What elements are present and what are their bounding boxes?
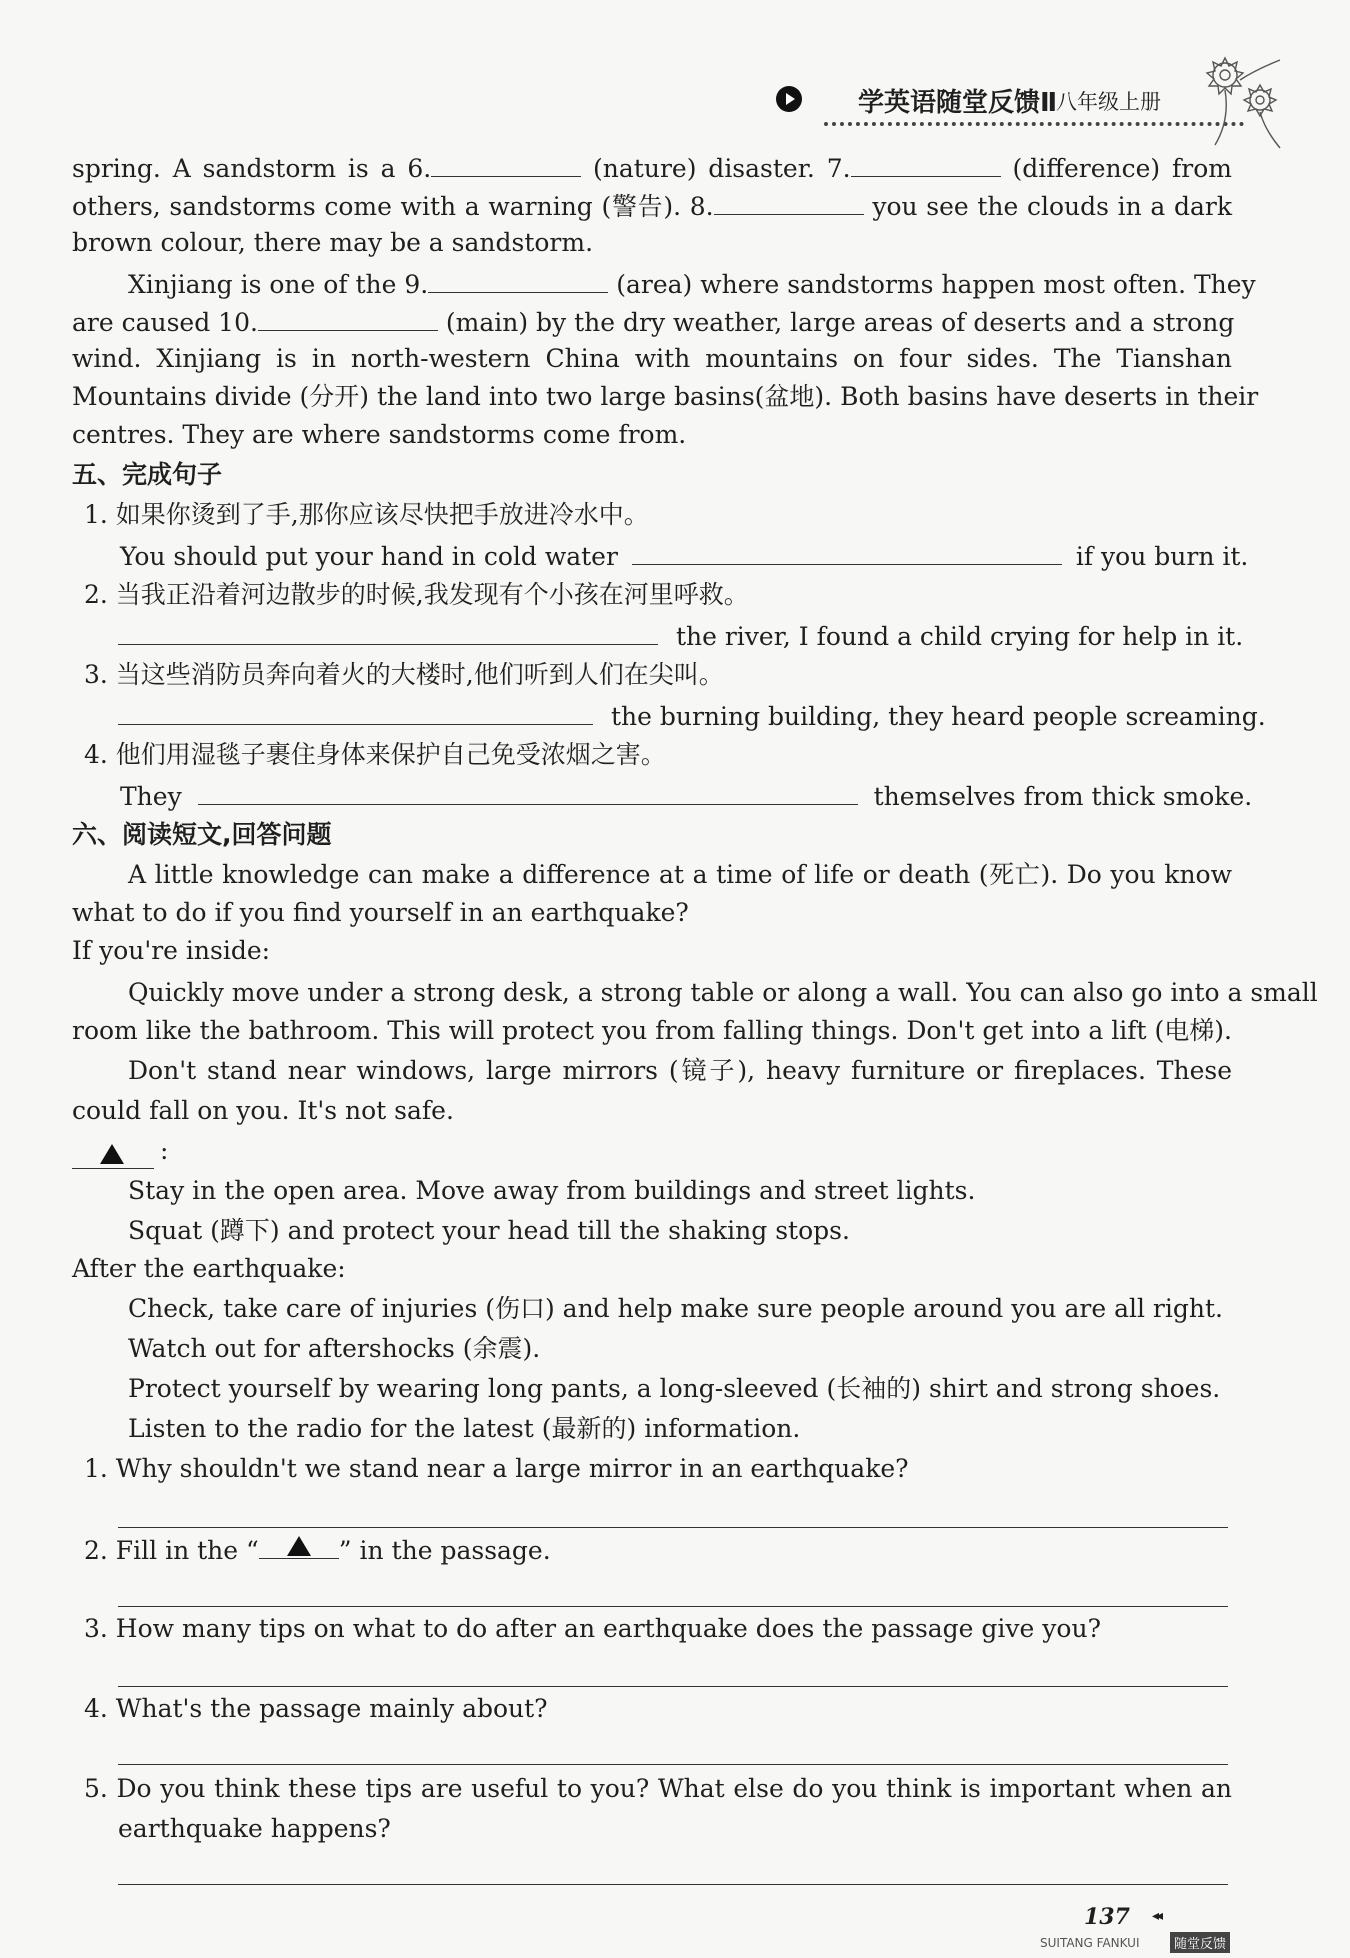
reading-question: 4. What's the passage mainly about? [84,1694,548,1723]
footer-badge: 随堂反馈 [1170,1932,1230,1953]
section-heading: 五、完成句子 [72,460,223,489]
header-grade: 八年级上册 [1056,90,1161,114]
answer-blank[interactable] [431,148,581,177]
answer-blank[interactable] [118,616,658,645]
answer-line[interactable] [118,1686,1228,1687]
header-dotted-rule [824,122,1244,126]
answer-line[interactable] [118,1606,1228,1607]
passage-line: brown colour, there may be a sandstorm. [72,228,594,257]
question-english: They themselves from thick smoke. [120,776,1230,816]
reading-line: After the earthquake: [72,1254,346,1283]
question-english: the burning building, they heard people screaming. [118,696,1228,736]
question-chinese: 1. 如果你烫到了手,那你应该尽快把手放进冷水中。 [84,500,649,529]
question-english: the river, I found a child crying for help in it. [118,616,1228,656]
triangle-blank [72,1140,154,1169]
triangle-icon [287,1536,311,1556]
passage-line: spring. A sandstorm is a 6. (nature) disaster. 7. (difference) from [72,148,1232,188]
page-arrows-icon: ◂◂ [1152,1908,1161,1924]
answer-blank[interactable] [118,696,593,725]
sunflower-decoration-icon [1185,40,1305,150]
reading-line: Check, take care of injuries (伤口) and help make sure people around you are all right. [128,1294,1223,1323]
passage-line: centres. They are where sandstorms come from. [72,420,687,449]
reading-question: 1. Why shouldn't we stand near a large mirror in an earthquake? [84,1454,909,1483]
question-english: You should put your hand in cold water if you burn it. [120,536,1220,576]
section-heading: 六、阅读短文,回答问题 [72,820,332,849]
answer-line[interactable] [118,1884,1228,1885]
passage-line: others, sandstorms come with a warning (警告). 8. you see the clouds in a dark [72,186,1232,226]
reading-question: 5. Do you think these tips are useful to you? What else do you think is important when an [84,1774,1232,1803]
answer-blank[interactable] [198,776,858,805]
passage-line: Mountains divide (分开) the land into two large basins(盆地). Both basins have deserts in their [72,382,1259,411]
answer-line[interactable] [118,1764,1228,1765]
reading-line: Watch out for aftershocks (余震). [128,1334,541,1363]
reading-line: Stay in the open area. Move away from buildings and street lights. [128,1176,976,1205]
reading-line: Quickly move under a strong desk, a strong table or along a wall. You can also go into a small [128,978,1318,1007]
triangle-icon [100,1144,124,1164]
answer-blank[interactable] [632,536,1062,565]
footer [1040,1904,1340,1956]
reading-line: Protect yourself by wearing long pants, a long-sleeved (长袖的) shirt and strong shoes. [128,1374,1221,1403]
reading-question: earthquake happens? [118,1814,391,1843]
answer-blank[interactable] [851,148,1001,177]
reading-question: 2. Fill in the “ ” in the passage. [84,1530,1244,1570]
reading-line: could fall on you. It's not safe. [72,1096,454,1125]
passage-line: Xinjiang is one of the 9. (area) where sandstorms happen most often. They [128,264,1232,304]
question-chinese: 4. 他们用湿毯子裹住身体来保护自己免受浓烟之害。 [84,740,666,769]
footer-pinyin: SUITANG FANKUI [1040,1936,1140,1950]
reading-line: room like the bathroom. This will protect you from falling things. Don't get into a lift (电梯). [72,1016,1232,1045]
reading-line: Squat (蹲下) and protect your head till the shaking stops. [128,1216,850,1245]
reading-question: 3. How many tips on what to do after an earthquake does the passage give you? [84,1614,1101,1643]
page-number: 137 [1084,1904,1130,1930]
answer-blank[interactable] [428,264,608,293]
answer-line[interactable] [118,1527,1228,1528]
reading-line: Don't stand near windows, large mirrors (镜子), heavy furniture or fireplaces. These [128,1056,1232,1085]
passage-line: wind. Xinjiang is in north-western China with mountains on four sides. The Tianshan [72,344,1232,373]
play-icon [776,86,802,112]
triangle-colon: : [160,1136,169,1165]
reading-line: what to do if you find yourself in an earthquake? [72,898,689,927]
reading-line: A little knowledge can make a difference at a time of life or death (死亡). Do you know [128,860,1232,889]
question-chinese: 3. 当这些消防员奔向着火的大楼时,他们听到人们在尖叫。 [84,660,724,689]
reading-line: Listen to the radio for the latest (最新的) information. [128,1414,801,1443]
answer-blank[interactable] [714,186,864,215]
triangle-blank [259,1530,339,1559]
passage-line: are caused 10. (main) by the dry weather, large areas of deserts and a strong [72,302,1232,342]
question-chinese: 2. 当我正沿着河边散步的时候,我发现有个小孩在河里呼救。 [84,580,749,609]
header-title: 学英语随堂反馈Ⅱ [858,88,1058,118]
answer-blank[interactable] [258,302,438,331]
reading-line: If you're inside: [72,936,271,965]
